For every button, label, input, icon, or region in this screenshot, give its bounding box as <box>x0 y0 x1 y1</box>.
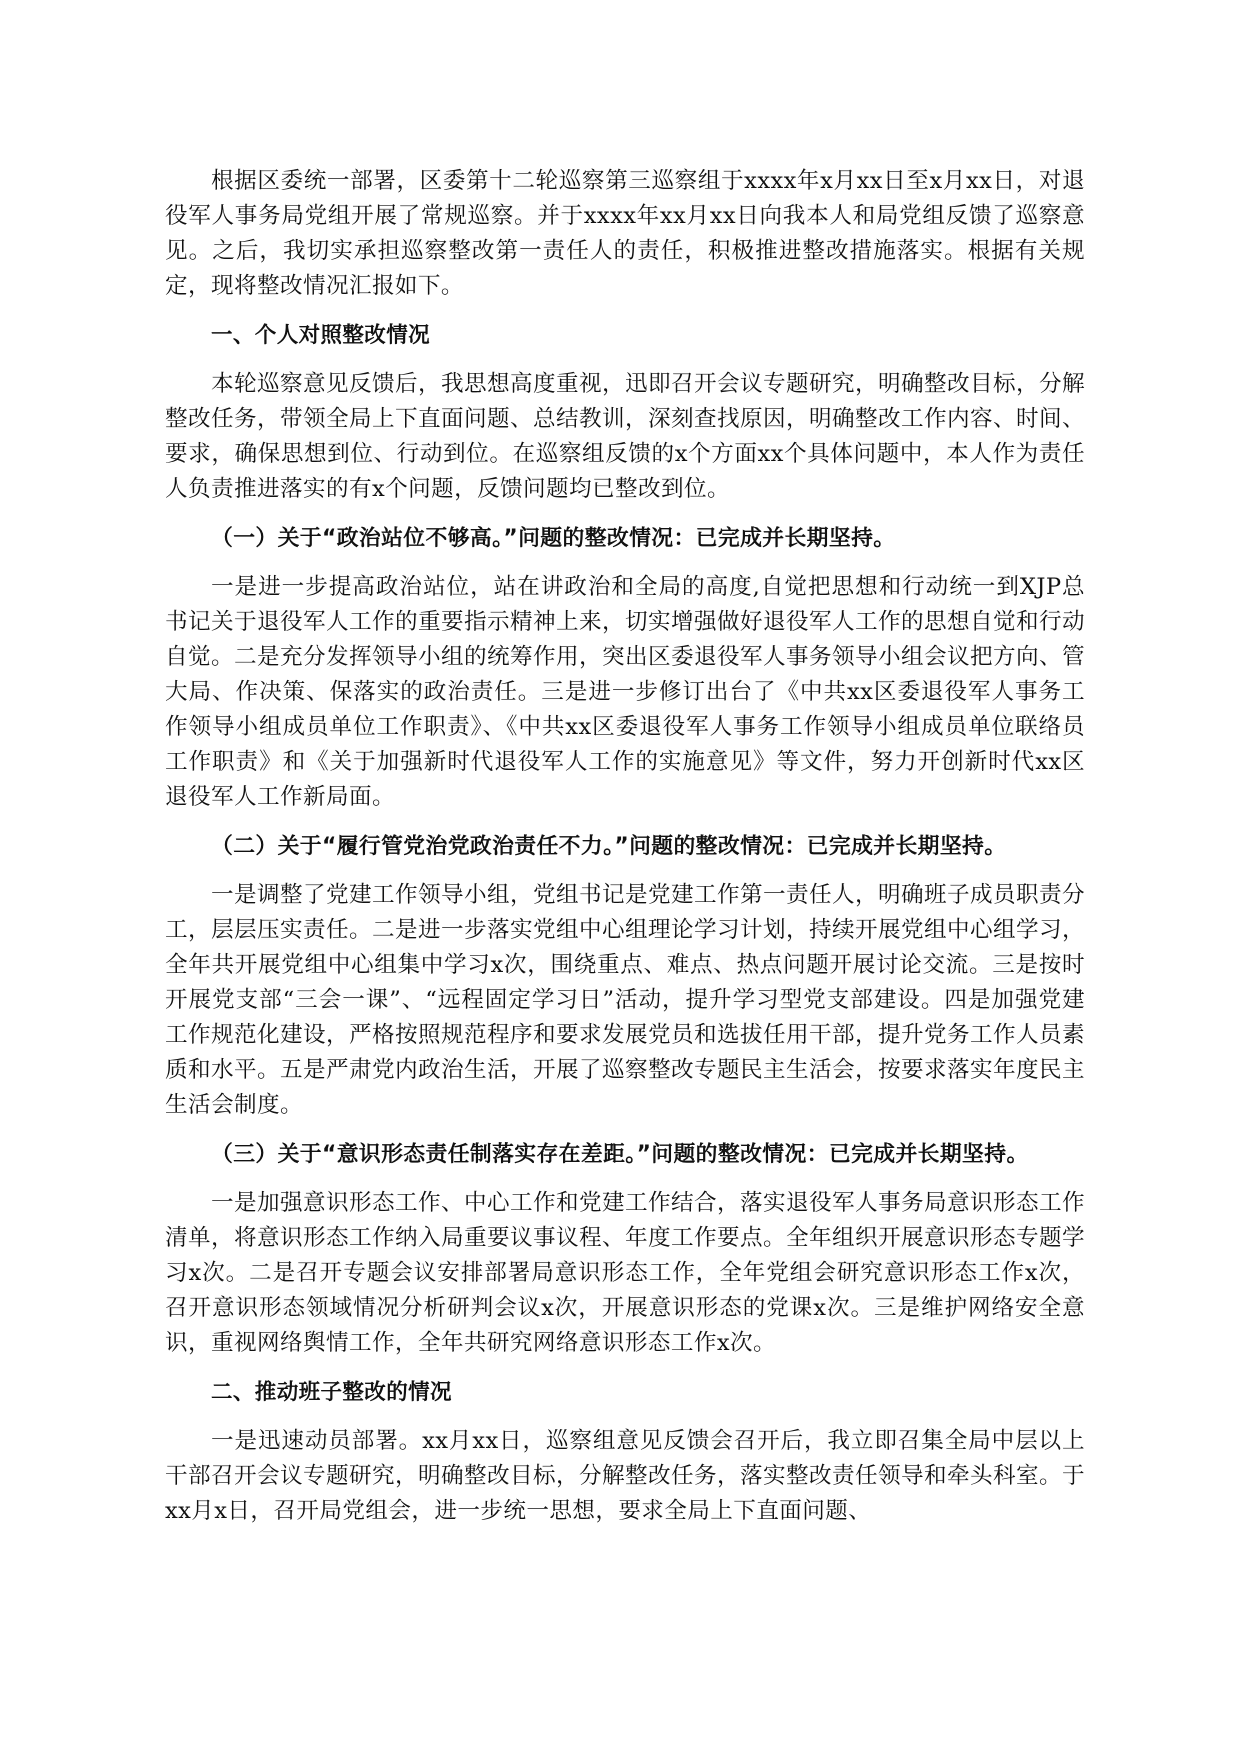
item-3-heading: （三）关于“意识形态责任制落实存在差距。”问题的整改情况：已完成并长期坚持。 <box>211 1142 1029 1167</box>
item-2-paragraph: 一是调整了党建工作领导小组，党组书记是党建工作第一责任人，明确班子成员职责分工，层层压实责任。二是进一步落实党组中心组理论学习计划，持续开展党组中心组学习，全年共开展党组中心组集中学习x次，围绕重点、难点、热点问题开展讨论交流。三是按时开展党支部“三会一课”、“远程固定学习日”活动，提升学习型党支部建设。四是加强党建工作规范化建设，严格按照规范程序和要求发展党员和选拔任用干部，提升党务工作人员素质和水平。五是严肃党内政治生活，开展了巡察整改专题民主生活会，按要求落实年度民主生活会制度。 <box>165 882 1085 1118</box>
section-2-heading: 二、推动班子整改的情况 <box>211 1380 452 1405</box>
section-1-heading: 一、个人对照整改情况 <box>211 323 431 348</box>
item-1-paragraph: 一是进一步提高政治站位，站在讲政治和全局的高度,自觉把思想和行动统一到XJP总书记关于退役军人工作的重要指示精神上来，切实增强做好退役军人工作的思想自觉和行动自觉。二是充分发挥领导小组的统筹作用，突出区委退役军人事务领导小组会议把方向、管大局、作决策、保落实的政治责任。三是进一步修订出台了《中共xx区委退役军人事务工作领导小组成员单位工作职责》、《中共xx区委退役军人事务工作领导小组成员单位联络员工作职责》和《关于加强新时代退役军人工作的实施意见》等文件，努力开创新时代xx区退役军人工作新局面。 <box>165 574 1085 810</box>
section-1-paragraph: 本轮巡察意见反馈后，我思想高度重视，迅即召开会议专题研究，明确整改目标，分解整改任务，带领全局上下直面问题、总结教训，深刻查找原因，明确整改工作内容、时间、要求，确保思想到位、行动到位。在巡察组反馈的x个方面xx个具体问题中，本人作为责任人负责推进落实的有x个问题，反馈问题均已整改到位。 <box>165 371 1085 502</box>
document-body <box>165 164 1085 1543</box>
item-2-heading: （二）关于“履行管党治党政治责任不力。”问题的整改情况：已完成并长期坚持。 <box>211 834 1007 859</box>
item-3-paragraph: 一是加强意识形态工作、中心工作和党建工作结合，落实退役军人事务局意识形态工作清单，将意识形态工作纳入局重要议事议程、年度工作要点。全年组织开展意识形态专题学习x次。二是召开专题会议安排部署局意识形态工作，全年党组会研究意识形态工作x次，召开意识形态领域情况分析研判会议x次，开展意识形态的党课x次。三是维护网络安全意识，重视网络舆情工作，全年共研究网络意识形态工作x次。 <box>165 1190 1085 1356</box>
item-1-heading: （一）关于“政治站位不够高。”问题的整改情况：已完成并长期坚持。 <box>211 526 896 551</box>
section-2-paragraph: 一是迅速动员部署。xx月xx日，巡察组意见反馈会召开后，我立即召集全局中层以上干部召开会议专题研究，明确整改目标，分解整改任务，落实整改责任领导和牵头科室。于xx月x日，召开局党组会，进一步统一思想，要求全局上下直面问题、 <box>165 1428 1085 1524</box>
intro-paragraph: 根据区委统一部署，区委第十二轮巡察第三巡察组于xxxx年x月xx日至x月xx日，对退役军人事务局党组开展了常规巡察。并于xxxx年xx月xx日向我本人和局党组反馈了巡察意见。之后，我切实承担巡察整改第一责任人的责任，积极推进整改措施落实。根据有关规定，现将整改情况汇报如下。 <box>165 168 1085 299</box>
